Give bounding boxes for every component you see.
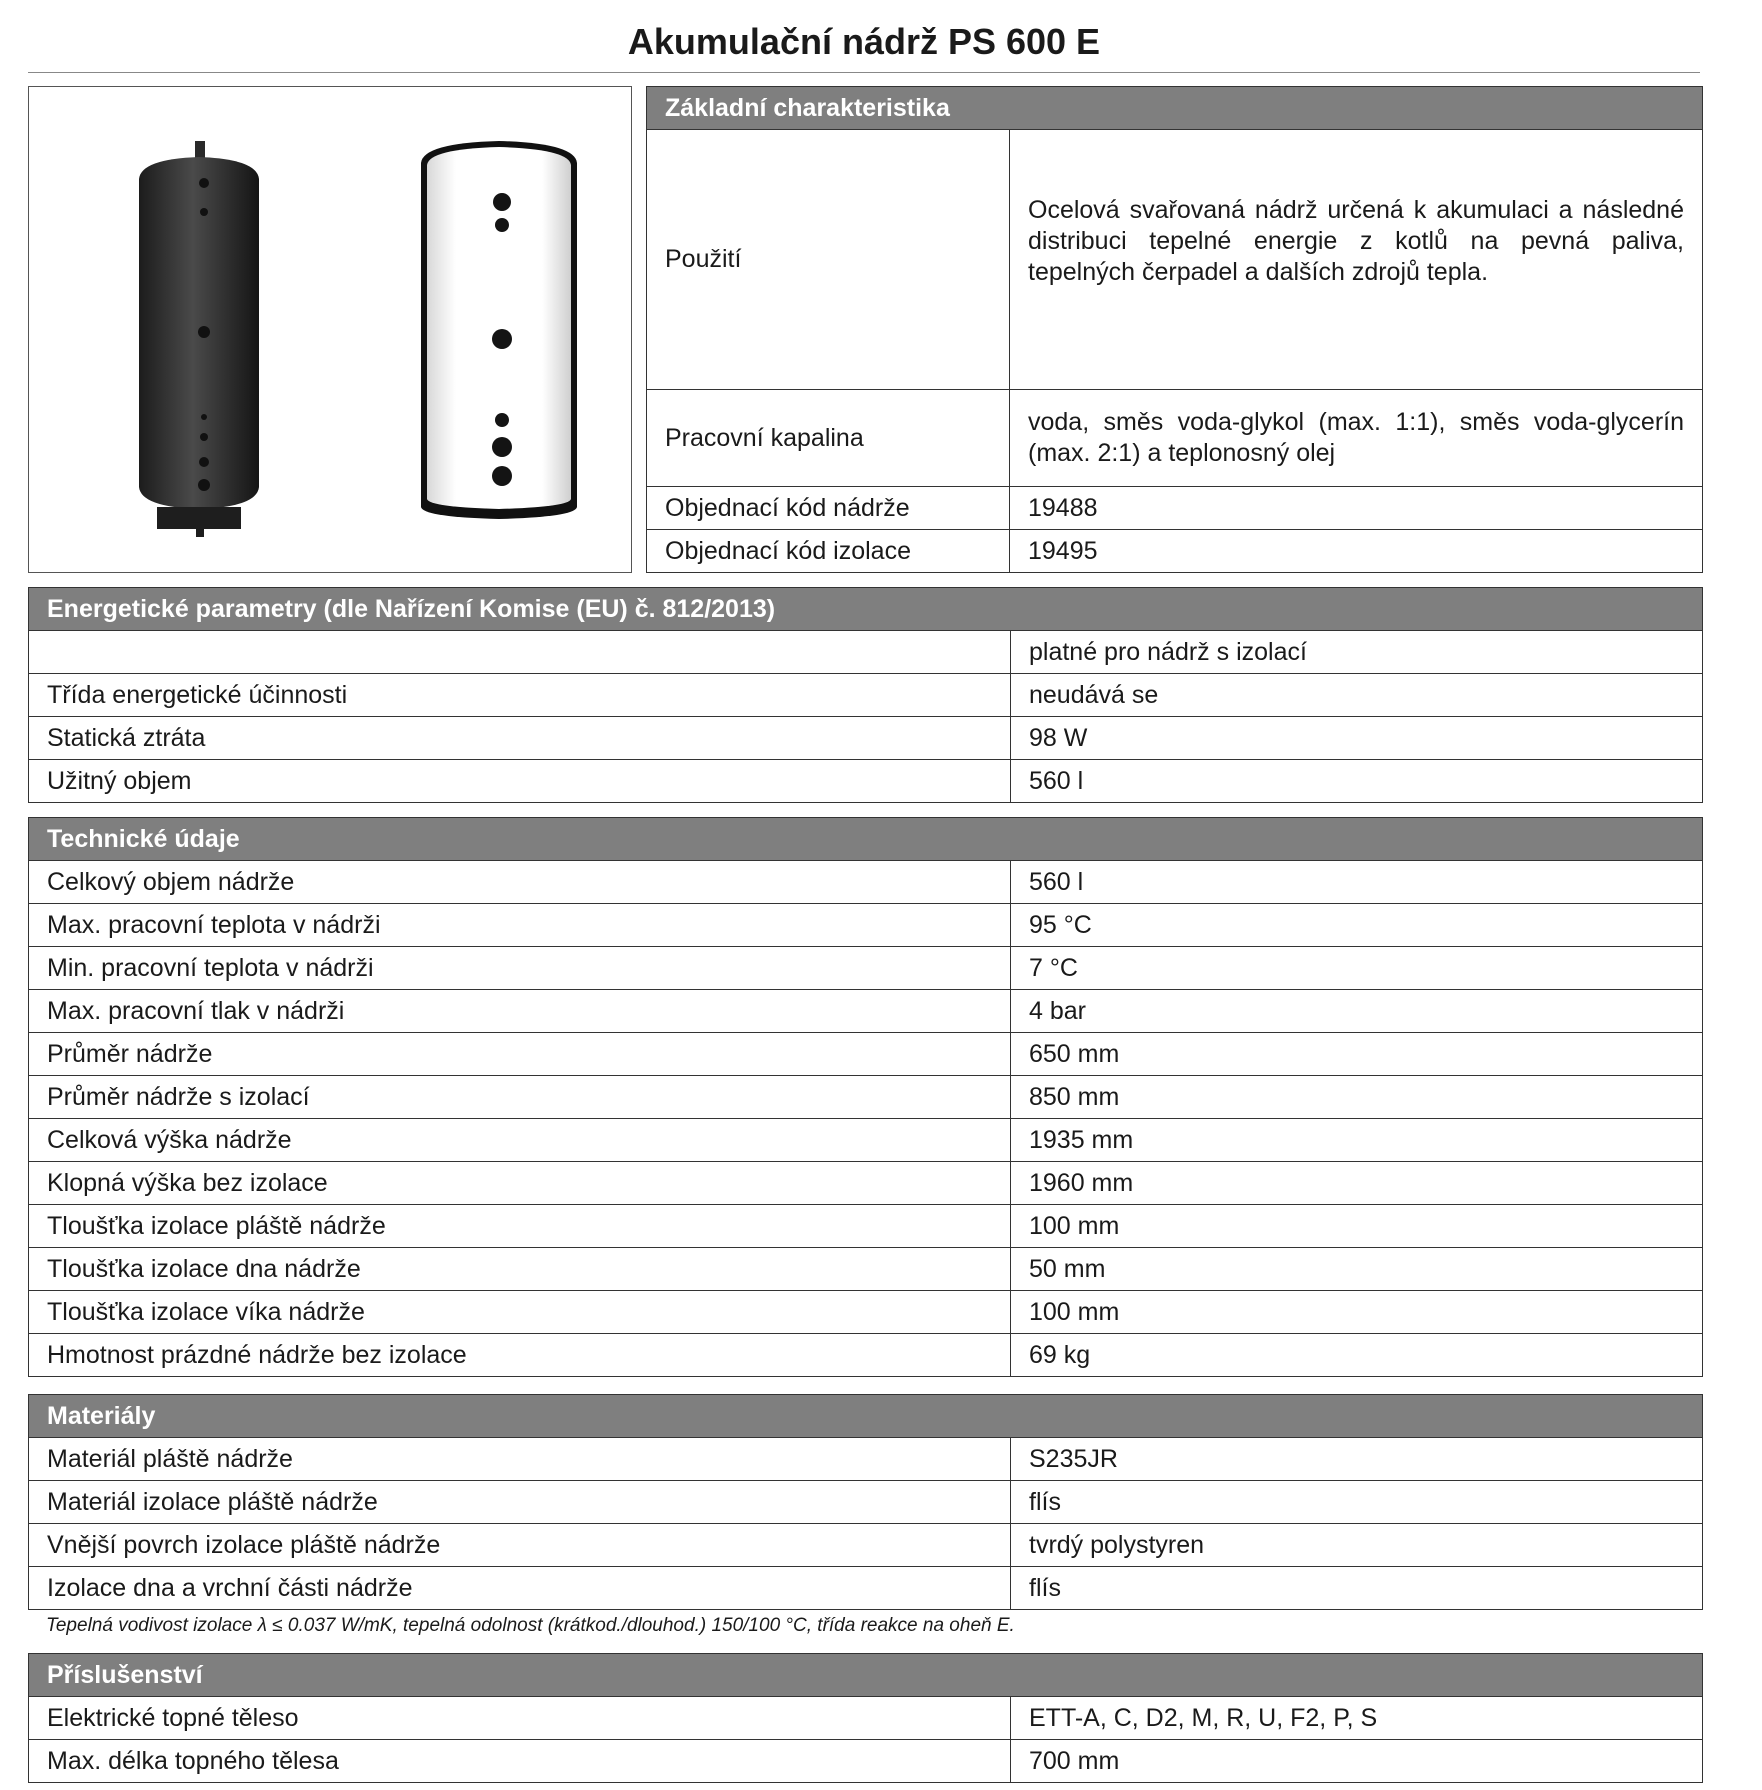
table-row xyxy=(29,1697,1703,1740)
page-title: Akumulační nádrž PS 600 E xyxy=(627,21,1101,62)
row-label: Použití xyxy=(647,130,1010,390)
row-label: Min. pracovní teplota v nádrži xyxy=(29,947,1011,990)
materials-table xyxy=(28,1394,1703,1610)
energy-parameters-table xyxy=(28,587,1703,803)
row-label: Pracovní kapalina xyxy=(647,390,1010,487)
row-value: 1960 mm xyxy=(1011,1162,1703,1205)
row-value: 19495 xyxy=(1010,530,1703,573)
row-value: 69 kg xyxy=(1011,1334,1703,1377)
table-row xyxy=(647,130,1703,390)
row-label: Max. pracovní tlak v nádrži xyxy=(29,990,1011,1033)
row-label: Tloušťka izolace dna nádrže xyxy=(29,1248,1011,1291)
row-value: Ocelová svařovaná nádrž určená k akumulaci a následné distribuci tepelné energie z kotlů na pevná paliva, tepelných čerpadel a dalších zdrojů tepla. xyxy=(1010,130,1703,390)
table-row xyxy=(29,1740,1703,1783)
tank-without-insulation-image xyxy=(139,141,259,537)
row-label xyxy=(29,631,1011,674)
row-value: 850 mm xyxy=(1011,1076,1703,1119)
row-value: flís xyxy=(1011,1567,1703,1610)
table-row xyxy=(29,1162,1703,1205)
row-label: Izolace dna a vrchní části nádrže xyxy=(29,1567,1011,1610)
table-row xyxy=(647,530,1703,573)
table-row xyxy=(29,717,1703,760)
basic-characteristics-header: Základní charakteristika xyxy=(647,87,1703,130)
row-value: 50 mm xyxy=(1011,1248,1703,1291)
technical-data-header: Technické údaje xyxy=(29,818,1703,861)
table-row xyxy=(29,1291,1703,1334)
row-value: 95 °C xyxy=(1011,904,1703,947)
row-label: Třída energetické účinnosti xyxy=(29,674,1011,717)
table-row xyxy=(29,1205,1703,1248)
table-row xyxy=(29,1567,1703,1610)
row-label: Tloušťka izolace víka nádrže xyxy=(29,1291,1011,1334)
table-row xyxy=(29,760,1703,803)
row-value: 700 mm xyxy=(1011,1740,1703,1783)
row-value: S235JR xyxy=(1011,1438,1703,1481)
table-row xyxy=(647,487,1703,530)
row-value: voda, směs voda-glykol (max. 1:1), směs voda-glycerín (max. 2:1) a teplonosný olej xyxy=(1010,390,1703,487)
table-row xyxy=(29,674,1703,717)
row-value: ETT-A, C, D2, M, R, U, F2, P, S xyxy=(1011,1697,1703,1740)
materials-header: Materiály xyxy=(29,1395,1703,1438)
row-value: neudává se xyxy=(1011,674,1703,717)
row-label: Statická ztráta xyxy=(29,717,1011,760)
row-label: Celková výška nádrže xyxy=(29,1119,1011,1162)
product-image-box xyxy=(28,86,632,573)
materials-footnote: Tepelná vodivost izolace λ ≤ 0.037 W/mK, tepelná odolnost (krátkod./dlouhod.) 150/100 °C, třída reakce na oheň E. xyxy=(46,1615,1015,1636)
product-photos xyxy=(29,87,631,572)
row-value: flís xyxy=(1011,1481,1703,1524)
table-row xyxy=(29,1076,1703,1119)
table-row xyxy=(29,904,1703,947)
row-value: tvrdý polystyren xyxy=(1011,1524,1703,1567)
row-value: 560 l xyxy=(1011,760,1703,803)
table-row xyxy=(29,1481,1703,1524)
energy-parameters-header: Energetické parametry (dle Nařízení Komise (EU) č. 812/2013) xyxy=(29,588,1703,631)
row-value: 100 mm xyxy=(1011,1291,1703,1334)
title-divider xyxy=(28,72,1700,73)
table-row xyxy=(29,631,1703,674)
row-label: Max. pracovní teplota v nádrži xyxy=(29,904,1011,947)
table-row xyxy=(29,1438,1703,1481)
row-label: Vnější povrch izolace pláště nádrže xyxy=(29,1524,1011,1567)
row-label: Objednací kód nádrže xyxy=(647,487,1010,530)
table-row xyxy=(29,990,1703,1033)
row-label: Materiál pláště nádrže xyxy=(29,1438,1011,1481)
row-value: 650 mm xyxy=(1011,1033,1703,1076)
table-row xyxy=(29,1119,1703,1162)
table-row xyxy=(29,947,1703,990)
row-label: Max. délka topného tělesa xyxy=(29,1740,1011,1783)
row-label: Hmotnost prázdné nádrže bez izolace xyxy=(29,1334,1011,1377)
row-value: 100 mm xyxy=(1011,1205,1703,1248)
table-row xyxy=(647,390,1703,487)
row-label: Klopná výška bez izolace xyxy=(29,1162,1011,1205)
row-value: 1935 mm xyxy=(1011,1119,1703,1162)
row-label: Elektrické topné těleso xyxy=(29,1697,1011,1740)
row-label: Objednací kód izolace xyxy=(647,530,1010,573)
row-label: Průměr nádrže xyxy=(29,1033,1011,1076)
table-row xyxy=(29,1524,1703,1567)
row-value: 560 l xyxy=(1011,861,1703,904)
table-row xyxy=(29,1033,1703,1076)
accessories-table xyxy=(28,1653,1703,1783)
row-label: Celkový objem nádrže xyxy=(29,861,1011,904)
row-label: Průměr nádrže s izolací xyxy=(29,1076,1011,1119)
accessories-header: Příslušenství xyxy=(29,1654,1703,1697)
row-value: 19488 xyxy=(1010,487,1703,530)
row-label: Materiál izolace pláště nádrže xyxy=(29,1481,1011,1524)
row-label: Užitný objem xyxy=(29,760,1011,803)
basic-characteristics-table xyxy=(646,86,1703,573)
table-row xyxy=(29,1248,1703,1291)
row-label: Tloušťka izolace pláště nádrže xyxy=(29,1205,1011,1248)
technical-data-table xyxy=(28,817,1703,1377)
table-row xyxy=(29,1334,1703,1377)
tank-with-insulation-image xyxy=(421,141,577,519)
table-row xyxy=(29,861,1703,904)
row-value: 4 bar xyxy=(1011,990,1703,1033)
row-value: 98 W xyxy=(1011,717,1703,760)
row-value: 7 °C xyxy=(1011,947,1703,990)
row-value: platné pro nádrž s izolací xyxy=(1011,631,1703,674)
